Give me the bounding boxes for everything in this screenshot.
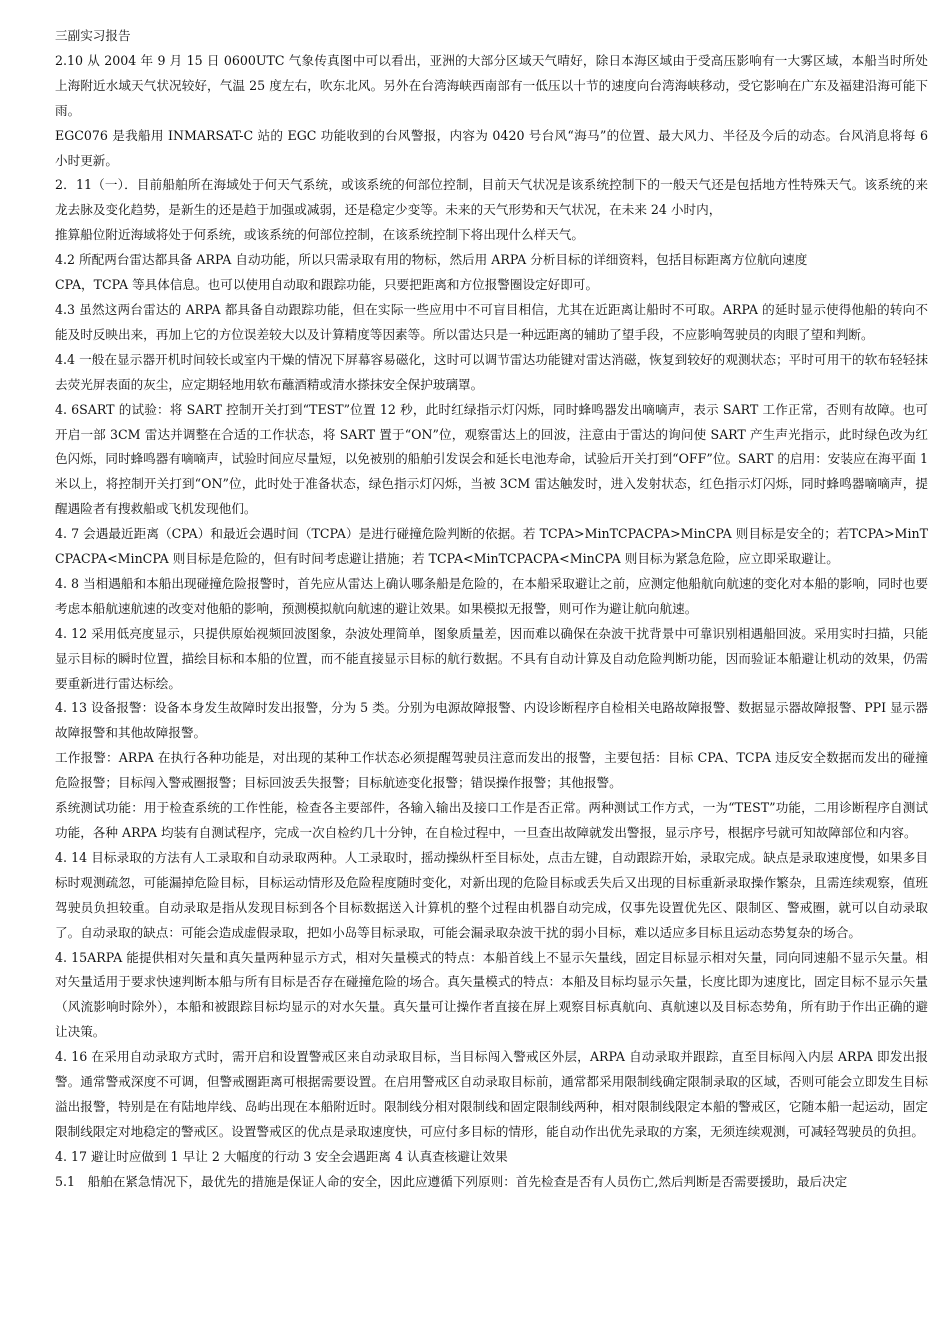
paragraph-low-brightness: 4. 12 采用低亮度显示，只提供原始视频回波图象，杂波处理简单，图象质量差，因而难以确保在杂波干扰背景中可靠识别相遇船回波。采用实时扫描，只能显示目标的瞬时位置，描绘目标和本船的位置，而不能直接显示目标的航行数据。不具有自动计算及自动危险判断功能，因而验证本船避让机动的效果，仍需要重新进行雷达标绘。 — [55, 625, 928, 691]
paragraph-weather-forecast: 推算船位附近海域将处于何系统，或该系统的何部位控制，在该系统控制下将出现什么样天气。 — [55, 227, 584, 243]
paragraph-guard-zone: 4. 16 在采用自动录取方式时，需开启和设置警戒区来自动录取目标，当目标闯入警戒区外层，ARPA 自动录取并跟踪，直至目标闯入内层 ARPA 即发出报警。通常警戒深度不可调，但警戒圈距离可根据需要设置。在启用警戒区自动录取目标前，通常都采用限制线确定限制录取的区域，否则可能会立即发生目标溢出报警，特别是在有陆地岸线、岛屿出现在本船附近时。限制线分相对限制线和固定限制线两种，相对限制线限定本船的警戒区，它随本船一起运动，固定限制线限定对地稳定的警戒区。设置警戒区的优点是录取速度快，可应付多目标的情形，能自动作出优先录取的方案，无须连续观测，可减轻驾驶员的负担。 — [55, 1049, 928, 1139]
paragraph-avoidance: 4. 17 避让时应做到 1 早让 2 大幅度的行动 3 安全会遇距离 4 认真查核避让效果 — [55, 1148, 508, 1164]
paragraph-weather-system: 2．11（一）．目前船舶所在海域处于何天气系统，或该系统的何部位控制，目前天气状况是该系统控制下的一般天气还是包括地方性特殊天气。该系统的来龙去脉及变化趋势，是新生的还是趋于加强或减弱，还是稳定少变等。未来的天气形势和天气状况，在未来 24 小时内， — [55, 177, 928, 218]
paragraph-target-acquisition: 4. 14 目标录取的方法有人工录取和自动录取两种。人工录取时，摇动操纵杆至目标处，点击左键，自动跟踪开始，录取完成。缺点是录取速度慢，如果多目标时观测疏忽，可能漏掉危险目标，目标运动情形及危险程度随时变化，对新出现的危险目标或丢失后又出现的目标重新录取操作繁杂，且需连续观察，值班驾驶员负担较重。自动录取是指从发现目标到各个目标数据送入计算机的整个过程由机器自动完成，仅事先设置优先区、限制区、警戒圈，就可以自动录取了。自动录取的缺点：可能会造成虚假录取，把如小岛等目标录取，可能会漏录取杂波干扰的弱小目标，难以适应多目标且运动态势复杂的场合。 — [55, 849, 928, 940]
paragraph-system-test: 系统测试功能：用于检查系统的工作性能，检查各主要部件，各输入输出及接口工作是否正常。两种测试工作方式，一为“TEST”功能，二用诊断程序自测试功能，各种 ARPA 均装有自测试程序，完成一次自检约几十分钟，在自检过程中，一旦查出故障就发出警报，显示序号，根据序号就可知故障部位和内容。 — [55, 800, 928, 840]
paragraph-display-degauss: 4.4 一般在显示器开机时间较长或室内干燥的情况下屏幕容易磁化，这时可以调节雷达功能键对雷达消磁，恢复到较好的观测状态；平时可用干的软布轻轻抹去荧光屏表面的灰尘，应定期轻地用软布蘸酒精或清水搽抹安全保护玻璃罩。 — [55, 351, 928, 392]
paragraph-weather-fax: 2.10 从 2004 年 9 月 15 日 0600UTC 气象传真图中可以看出，亚洲的大部分区域天气晴好，除日本海区域由于受高压影响有一大雾区域，本船当时所处上海附近水域天气状况较好，气温 25 度左右，吹东北风。另外在台湾海峡西南部有一低压以十节的速度向台湾海峡移动，受它影响在广东及福建沿海可能下雨。 — [55, 52, 928, 118]
document-title: 三副实习报告 — [55, 28, 131, 43]
paragraph-collision-alarm: 4. 8 当相遇船和本船出现碰撞危险报警时，首先应从雷达上确认哪条船是危险的，在本船采取避让之前，应测定他船航向航速的变化对本船的影响，同时也要考虑本船航速航速的改变对他船的影响，预测模拟航向航速的避让效果。如果模拟无报警，则可作为避让航向航速。 — [55, 575, 928, 616]
paragraph-work-alarm: 工作报警：ARPA 在执行各种功能是，对出现的某种工作状态必须提醒驾驶员注意而发出的报警，主要包括：目标 CPA、TCPA 违反安全数据而发出的碰撞危险报警；目标闯入警戒圈报警；目标回波丢失报警；目标航迹变化报警；错误操作报警；其他报警。 — [55, 750, 928, 791]
paragraph-egc-typhoon: EGC076 是我船用 INMARSAT-C 站的 EGC 功能收到的台风警报，内容为 0420 号台风“海马”的位置、最大风力、半径及今后的动态。台风消息将每 6 小时更新。 — [55, 127, 928, 168]
paragraph-arpa-cpa-tcpa: CPA，TCPA 等具体信息。也可以使用自动取和跟踪功能，只要把距离和方位报警圈设定好即可。 — [55, 277, 599, 293]
paragraph-equipment-alarm: 4. 13 设备报警：设备本身发生故障时发出报警，分为 5 类。分别为电源故障报警、内设诊断程序自检相关电路故障报警、数据显示器故障报警、PPI 显示器故障报警和其他故障报警。 — [55, 700, 928, 741]
paragraph-arpa-tracking: 4.3 虽然这两台雷达的 ARPA 都具备自动跟踪功能，但在实际一些应用中不可盲目相信，尤其在近距离让船时不可取。ARPA 的延时显示使得他船的转向不能及时反映出来，再加上它的方位误差较大以及计算精度等因素等。所以雷达只是一种远距离的辅助了望手段，不应影响驾驶员的肉眼了望和判断。 — [55, 301, 928, 342]
paragraph-arpa-functions: 4.2 所配两台雷达都具备 ARPA 自动功能，所以只需录取有用的物标，然后用 ARPA 分析目标的详细资料，包括目标距离方位航向速度 — [55, 252, 808, 268]
paragraph-emergency: 5.1 船舶在紧急情况下，最优先的措施是保证人命的安全，因此应遵循下列原则：首先检查是否有人员伤亡,然后判断是否需要援助，最后决定 — [55, 1173, 848, 1189]
paragraph-sart-test: 4. 6SART 的试验：将 SART 控制开关打到“TEST”位置 12 秒，此时红绿指示灯闪烁，同时蜂鸣器发出嘀嘀声，表示 SART 工作正常，否则有故障。也可开启一部 3CM 雷达并调整在合适的工作状态，将 SART 置于“ON”位，观察雷达上的回波，注意由于雷达的询问使 SART 产生声光指示，此时绿色改为红色闪烁，同时蜂鸣器有嘀嘀声，试验时间应尽量短，以免被别的船舶引发误会和延长电池寿命，试验后开关打到“OFF”位。SART 的启用：安装应在海平面 1 米以上，将控制开关打到“ON”位，此时处于准备状态，绿色指示灯闪烁，当被 3CM 雷达触发时，进入发射状态，红色指示灯闪烁，同时蜂鸣器嘀嘀声，提醒遇险者有搜救船或飞机发现他们。 — [55, 401, 928, 517]
paragraph-cpa-tcpa-judgement: 4. 7 会遇最近距离（CPA）和最近会遇时间（TCPA）是进行碰撞危险判断的依据。若 TCPA>MinTCPACPA>MinCPA 则目标是安全的；若TCPA>MinTCPACPA<MinCPA 则目标是危险的，但有时间考虑避让措施；若 TCPA<MinTCPACPA<MinCPA 则目标为紧急危险，应立即采取避让。 — [55, 526, 928, 567]
paragraph-vector-modes: 4. 15ARPA 能提供相对矢量和真矢量两种显示方式，相对矢量模式的特点：本船首线上不显示矢量线，固定目标显示相对矢量，同向同速船不显示矢量。相对矢量适用于要求快速判断本船与所有目标是否存在碰撞危险的场合。真矢量模式的特点：本船及目标均显示矢量，长度比即为速度比，固定目标不显示矢量（风流影响时除外），本船和被跟踪目标均显示的对水矢量。真矢量可让操作者直接在屏上观察目标真航向、真航速以及目标态势角，所有助于作出正确的避让决策。 — [55, 949, 928, 1040]
